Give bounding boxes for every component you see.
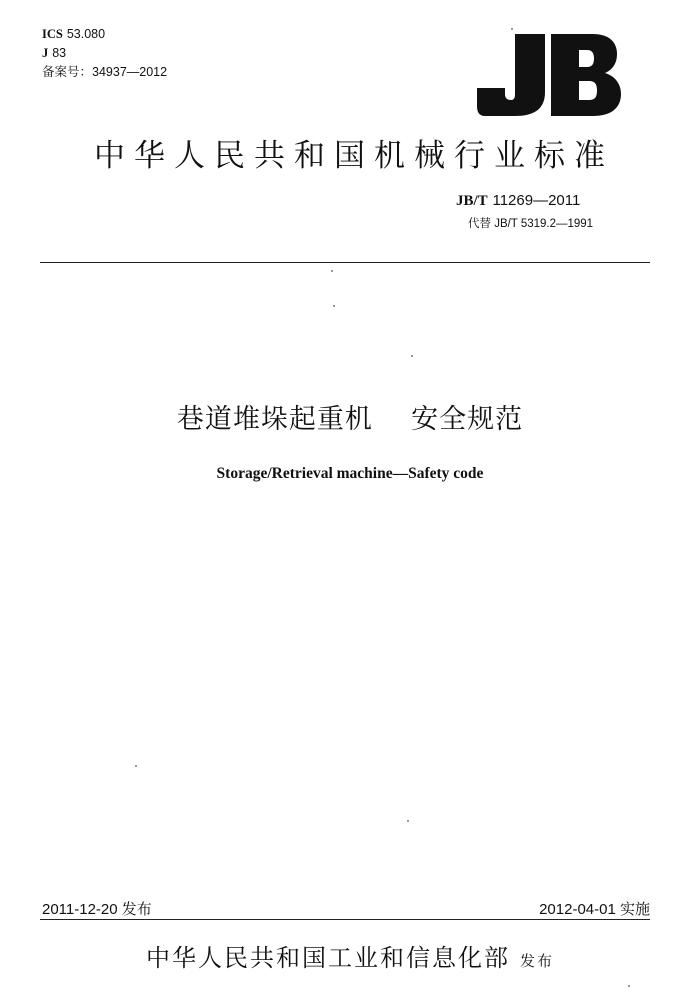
ccs-value: 83 [52,46,67,60]
ics-code [42,26,105,42]
industry-standard-title: 中华人民共和国机械行业标准 [94,138,614,174]
record-value: 34937—2012 [92,65,168,79]
replaces-standard: 代替 JB/T 5319.2—1991 [468,218,594,230]
logo-letter-j [477,34,545,116]
implementation-date-label: 实施 [619,900,650,918]
scan-speck [333,305,335,307]
document-title-chinese: 巷道堆垛起重机 安全规范 [176,404,524,435]
implementation-date-value: 2012-04-01 [539,901,616,918]
issue-date-label: 发布 [121,900,152,918]
jb-logo [475,30,625,120]
record-label: 备案号： [42,64,93,79]
publisher [0,938,700,973]
scan-speck [628,985,630,987]
scan-speck [411,355,413,357]
standard-number [456,191,580,210]
logo-letter-b [551,34,621,116]
footer-divider [40,919,650,920]
publisher-action: 发布 [519,952,554,970]
issue-date [42,898,152,919]
document-title-english: Storage/Retrieval machine—Safety code [216,465,484,482]
ccs-code [42,45,66,61]
scan-speck [407,820,409,822]
implementation-date [539,898,650,919]
ics-label: ICS [42,27,63,41]
scan-speck [331,270,333,272]
standard-prefix: JB/T [456,193,488,209]
publisher-organization: 中华人民共和国工业和信息化部 [145,944,510,972]
header-divider [40,262,650,263]
ccs-label: J [42,46,49,60]
scan-speck [135,765,137,767]
issue-date-value: 2011-12-20 [42,901,118,918]
scan-speck [511,28,513,30]
ics-value: 53.080 [66,27,106,41]
record-number [42,64,167,80]
standard-code: 11269—2011 [492,192,581,209]
